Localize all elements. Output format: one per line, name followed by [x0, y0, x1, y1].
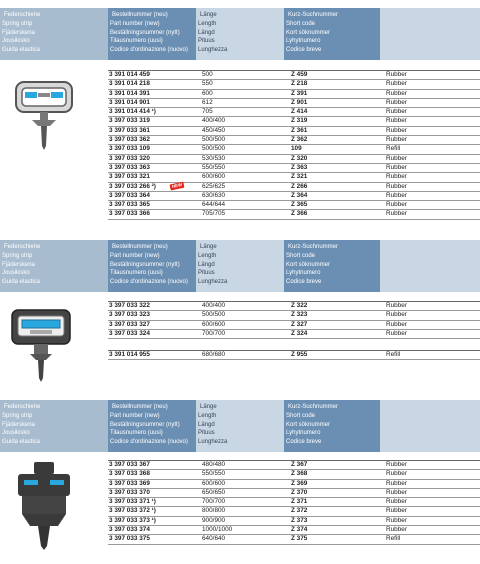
header-label: Part number (new) — [110, 252, 160, 259]
type-cell: Rubber — [386, 80, 407, 88]
header-label: Spring strip — [2, 412, 33, 419]
table-row — [108, 192, 480, 201]
type-cell: Rubber — [386, 154, 407, 162]
length-cell: 700/700 — [202, 498, 226, 506]
length-cell: 640/640 — [202, 535, 226, 543]
length-cell: 550/550 — [202, 470, 226, 478]
header-label: Lunghezza — [198, 47, 228, 54]
table-row — [108, 351, 480, 360]
header-col-type — [380, 240, 480, 292]
type-cell: Rubber — [386, 108, 407, 116]
header-label: Federschiene — [4, 404, 41, 410]
table-row — [108, 80, 480, 89]
header-label: Pituus — [198, 430, 215, 437]
type-cell: Rubber — [386, 329, 407, 337]
length-cell: 800/800 — [202, 507, 226, 515]
type-cell: Rubber — [386, 311, 407, 319]
header-label: Lunghezza — [198, 279, 228, 286]
short-code-cell: Z 218 — [291, 80, 308, 88]
short-code-cell: Z 321 — [291, 173, 308, 181]
table-row — [108, 210, 480, 219]
header-col-length — [196, 240, 284, 292]
length-cell: 600 — [202, 89, 213, 97]
header-col-short-code — [284, 400, 380, 452]
short-code-cell: Z 323 — [291, 311, 308, 319]
header-label: Guida elastica — [2, 47, 41, 54]
part-number-cell: 3 391 014 459 — [109, 71, 150, 78]
header-label: Kurz-Suchnummer — [288, 12, 339, 18]
table-row — [108, 108, 480, 117]
table-row — [108, 489, 480, 498]
short-code-cell: Z 368 — [291, 470, 308, 478]
length-cell: 600/600 — [202, 173, 226, 181]
short-code-cell: Z 391 — [291, 89, 308, 97]
short-code-cell: Z 320 — [291, 154, 308, 162]
type-cell: Rubber — [386, 98, 407, 106]
header-col-part-number — [108, 400, 196, 452]
length-cell: 550 — [202, 80, 213, 88]
section-1 — [0, 8, 480, 236]
header-label: Federschiene — [4, 12, 41, 18]
header-label: Guida elastica — [2, 439, 41, 446]
table-row — [108, 155, 480, 164]
header-label: Beställningsnummer (nytt) — [110, 261, 180, 268]
table-row — [108, 311, 480, 320]
length-cell: 700/700 — [202, 329, 226, 337]
short-code-cell: Z 327 — [291, 320, 308, 328]
table-row — [108, 321, 480, 330]
type-cell: Rubber — [386, 488, 407, 496]
header-label: Spring strip — [2, 20, 33, 27]
length-cell: 450/450 — [202, 126, 226, 134]
header-label: Lunghezza — [198, 439, 228, 446]
short-code-cell: Z 371 — [291, 498, 308, 506]
length-cell: 500 — [202, 71, 213, 78]
header-label: Kort söknummer — [286, 29, 331, 36]
part-number-cell: 3 397 033 321 — [109, 173, 150, 181]
part-number-cell: 3 391 014 218 — [109, 80, 150, 88]
type-cell: Refill — [386, 351, 401, 358]
length-cell: 400/400 — [202, 117, 226, 125]
length-cell: 680/680 — [202, 351, 226, 358]
length-cell: 550/550 — [202, 163, 226, 171]
type-cell: Rubber — [386, 182, 407, 190]
part-number-cell: 3 397 033 363 — [109, 163, 150, 171]
length-cell: 900/900 — [202, 516, 226, 524]
table-header — [0, 240, 480, 292]
length-cell: 705/705 — [202, 210, 226, 218]
table-row — [108, 183, 480, 192]
type-cell: Rubber — [386, 498, 407, 506]
part-number-cell: 3 397 033 361 — [109, 126, 150, 134]
header-col-part-number — [108, 240, 196, 292]
length-cell: 644/644 — [202, 201, 226, 209]
part-number-cell: 3 397 033 324 — [109, 329, 150, 337]
part-number-cell: 3 397 033 367 — [109, 461, 150, 468]
parts-table-extra — [108, 350, 480, 360]
table-row — [108, 99, 480, 108]
part-number-cell: 3 397 033 370 — [109, 488, 150, 496]
short-code-cell: Z 266 — [291, 182, 308, 190]
header-label: Kurz-Suchnummer — [288, 404, 339, 410]
header-label: Codice breve — [286, 47, 322, 54]
header-col-short-code — [284, 8, 380, 60]
part-number-cell: 3 397 033 366 — [109, 210, 150, 218]
type-cell: Refill — [386, 145, 401, 153]
short-code-cell: Z 324 — [291, 329, 308, 337]
spring-strip-clip-icon — [14, 80, 74, 152]
header-label: Lyhytnumero — [286, 430, 321, 437]
type-cell: Rubber — [386, 71, 407, 78]
header-label: Längd — [198, 29, 215, 36]
header-label: Short code — [286, 412, 316, 419]
header-col-part-number — [108, 8, 196, 60]
header-label: Längd — [198, 261, 215, 268]
new-badge: NEW — [170, 181, 185, 190]
short-code-cell: Z 364 — [291, 191, 308, 199]
short-code-cell: Z 370 — [291, 488, 308, 496]
header-col-length — [196, 8, 284, 60]
part-number-cell: 3 391 014 391 — [109, 89, 150, 97]
table-row — [108, 117, 480, 126]
header-label: Jousikisko — [2, 430, 30, 437]
length-cell: 625/625 — [202, 182, 226, 190]
header-label: Guida elastica — [2, 279, 41, 286]
part-number-cell: 3 391 014 901 — [109, 98, 150, 106]
type-cell: Rubber — [386, 479, 407, 487]
short-code-cell: Z 367 — [291, 461, 308, 468]
parts-table — [108, 70, 480, 220]
header-label: Länge — [200, 12, 217, 18]
length-cell: 1000/1000 — [202, 526, 233, 534]
header-label: Bestellnummer (neu) — [112, 12, 168, 18]
header-label: Part number (new) — [110, 20, 160, 27]
table-row — [108, 71, 480, 80]
parts-table — [108, 301, 480, 339]
header-col-type — [380, 400, 480, 452]
header-label: Lyhytnumero — [286, 270, 321, 277]
header-col-spring-strip — [0, 400, 108, 452]
parts-table — [108, 460, 480, 545]
header-label: Short code — [286, 252, 316, 259]
header-label: Fjäderskena — [2, 29, 36, 36]
part-number-cell: 3 397 033 320 — [109, 154, 150, 162]
part-number-cell: 3 391 014 955 — [109, 351, 150, 358]
short-code-cell: Z 373 — [291, 516, 308, 524]
section-3 — [0, 400, 480, 560]
length-cell: 530/530 — [202, 154, 226, 162]
part-number-cell: 3 397 033 323 — [109, 311, 150, 319]
length-cell: 650/650 — [202, 488, 226, 496]
short-code-cell: Z 361 — [291, 126, 308, 134]
header-label: Kurz-Suchnummer — [288, 244, 339, 250]
short-code-cell: Z 375 — [291, 535, 308, 543]
short-code-cell: Z 374 — [291, 526, 308, 534]
header-label: Länge — [200, 404, 217, 410]
length-cell: 705 — [202, 108, 213, 116]
table-row — [108, 90, 480, 99]
header-label: Tilausnumero (uusi) — [110, 430, 163, 437]
type-cell: Rubber — [386, 461, 407, 468]
type-cell: Rubber — [386, 526, 407, 534]
short-code-cell: Z 372 — [291, 507, 308, 515]
length-cell: 500/500 — [202, 136, 226, 144]
header-label: Längd — [198, 421, 215, 428]
table-row — [108, 498, 480, 507]
length-cell: 600/600 — [202, 320, 226, 328]
type-cell: Rubber — [386, 117, 407, 125]
header-label: Codice breve — [286, 439, 322, 446]
spring-strip-clip-icon — [10, 304, 72, 384]
header-label: Beställningsnummer (nytt) — [110, 421, 180, 428]
table-row — [108, 201, 480, 210]
header-col-length — [196, 400, 284, 452]
part-number-cell: 3 397 033 373 ¹) — [109, 516, 156, 524]
header-label: Fjäderskena — [2, 421, 36, 428]
header-label: Jousikisko — [2, 38, 30, 45]
part-number-cell: 3 397 033 109 — [109, 145, 150, 153]
short-code-cell: Z 369 — [291, 479, 308, 487]
part-number-cell: 3 397 033 319 — [109, 117, 150, 125]
header-label: Federschiene — [4, 244, 41, 250]
short-code-cell: Z 459 — [291, 71, 308, 78]
type-cell: Rubber — [386, 173, 407, 181]
header-label: Fjäderskena — [2, 261, 36, 268]
table-row — [108, 173, 480, 182]
header-label: Length — [198, 252, 217, 259]
type-cell: Rubber — [386, 470, 407, 478]
short-code-cell: Z 366 — [291, 210, 308, 218]
header-label: Codice breve — [286, 279, 322, 286]
spring-strip-clip-icon — [14, 460, 74, 552]
part-number-cell: 3 397 033 375 — [109, 535, 150, 543]
type-cell: Rubber — [386, 210, 407, 218]
table-row — [108, 127, 480, 136]
header-col-spring-strip — [0, 8, 108, 60]
length-cell: 480/480 — [202, 461, 226, 468]
length-cell: 630/630 — [202, 191, 226, 199]
table-row — [108, 302, 480, 311]
table-row — [108, 535, 480, 544]
header-label: Kort söknummer — [286, 421, 331, 428]
type-cell: Rubber — [386, 163, 407, 171]
part-number-cell: 3 397 033 371 ¹) — [109, 498, 156, 506]
length-cell: 400/400 — [202, 302, 226, 309]
type-cell: Rubber — [386, 89, 407, 97]
header-label: Length — [198, 20, 217, 27]
header-col-spring-strip — [0, 240, 108, 292]
part-number-cell: 3 397 033 369 — [109, 479, 150, 487]
type-cell: Rubber — [386, 136, 407, 144]
header-col-short-code — [284, 240, 380, 292]
part-number-cell: 3 391 014 414 ¹) — [109, 108, 156, 116]
part-number-cell: 3 397 033 365 — [109, 201, 150, 209]
table-row — [108, 461, 480, 470]
type-cell: Rubber — [386, 507, 407, 515]
table-row — [108, 517, 480, 526]
type-cell: Refill — [386, 535, 401, 543]
header-label: Part number (new) — [110, 412, 160, 419]
table-row — [108, 164, 480, 173]
length-cell: 500/500 — [202, 145, 226, 153]
header-label: Length — [198, 412, 217, 419]
header-label: Bestellnummer (neu) — [112, 404, 168, 410]
part-number-cell: 3 397 033 322 — [109, 302, 150, 309]
header-label: Tilausnumero (uusi) — [110, 270, 163, 277]
short-code-cell: Z 414 — [291, 108, 308, 116]
header-col-type — [380, 8, 480, 60]
type-cell: Rubber — [386, 516, 407, 524]
part-number-cell: 3 397 033 372 ¹) — [109, 507, 156, 515]
type-cell: Rubber — [386, 302, 407, 309]
part-number-cell: 3 397 033 327 — [109, 320, 150, 328]
short-code-cell: Z 901 — [291, 98, 308, 106]
header-label: Spring strip — [2, 252, 33, 259]
table-row — [108, 507, 480, 516]
type-cell: Rubber — [386, 191, 407, 199]
table-header — [0, 400, 480, 452]
part-number-cell: 3 397 033 368 — [109, 470, 150, 478]
header-label: Beställningsnummer (nytt) — [110, 29, 180, 36]
part-number-cell: 3 397 033 362 — [109, 136, 150, 144]
type-cell: Rubber — [386, 201, 407, 209]
header-label: Lyhytnumero — [286, 38, 321, 45]
type-cell: Rubber — [386, 126, 407, 134]
part-number-cell: 3 397 033 266 ²) — [109, 182, 156, 190]
header-label: Kort söknummer — [286, 261, 331, 268]
short-code-cell: Z 322 — [291, 302, 308, 309]
short-code-cell: Z 362 — [291, 136, 308, 144]
short-code-cell: Z 365 — [291, 201, 308, 209]
header-label: Tilausnumero (uusi) — [110, 38, 163, 45]
short-code-cell: Z 319 — [291, 117, 308, 125]
length-cell: 612 — [202, 98, 213, 106]
header-label: Codice d'ordinazione (nuovo) — [110, 279, 188, 286]
short-code-cell: Z 363 — [291, 163, 308, 171]
header-label: Pituus — [198, 270, 215, 277]
table-row — [108, 480, 480, 489]
section-2 — [0, 240, 480, 378]
short-code-cell: Z 955 — [291, 351, 308, 358]
header-label: Short code — [286, 20, 316, 27]
table-row — [108, 330, 480, 339]
table-header — [0, 8, 480, 60]
table-row — [108, 145, 480, 154]
header-label: Bestellnummer (neu) — [112, 244, 168, 250]
short-code-cell: 109 — [291, 145, 302, 153]
table-row — [108, 526, 480, 535]
header-label: Länge — [200, 244, 217, 250]
header-label: Jousikisko — [2, 270, 30, 277]
table-row — [108, 470, 480, 479]
header-label: Pituus — [198, 38, 215, 45]
table-row — [108, 136, 480, 145]
length-cell: 500/500 — [202, 311, 226, 319]
part-number-cell: 3 397 033 374 — [109, 526, 150, 534]
header-label: Codice d'ordinazione (nuovo) — [110, 439, 188, 446]
length-cell: 600/600 — [202, 479, 226, 487]
part-number-cell: 3 397 033 364 — [109, 191, 150, 199]
header-label: Codice d'ordinazione (nuovo) — [110, 47, 188, 54]
type-cell: Rubber — [386, 320, 407, 328]
